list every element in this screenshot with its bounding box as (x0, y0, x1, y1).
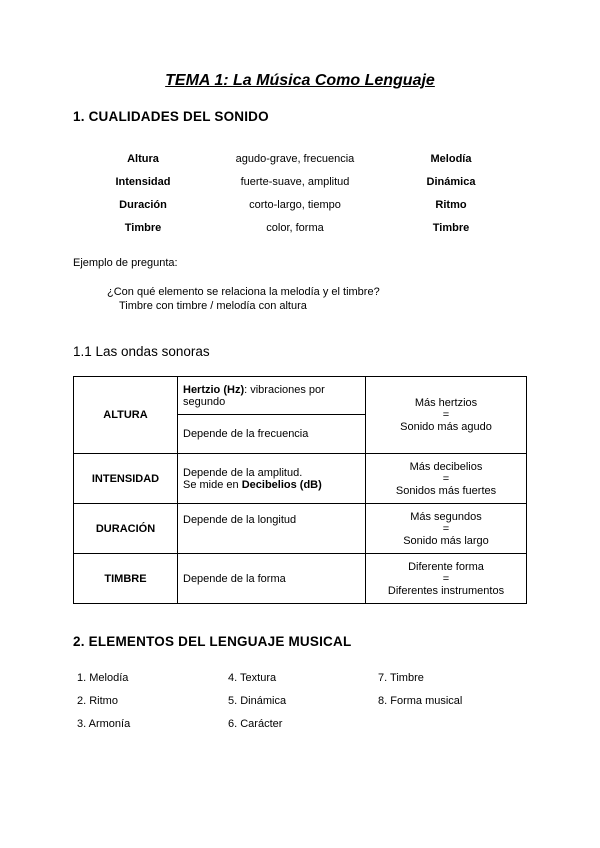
result-line: Más hertzios (414, 397, 478, 409)
result-line: Diferentes instrumentos (387, 584, 505, 597)
result-line: Diferente forma (408, 560, 484, 573)
quality-description: color, forma (266, 222, 324, 234)
sound-waves-table (73, 376, 527, 604)
row-description: Depende de la frecuencia (178, 415, 366, 454)
list-item: 3. Armonía (77, 718, 131, 730)
quality-element: Dinámica (426, 176, 476, 188)
description-prefix: Se mide en (183, 478, 242, 491)
row-label: INTENSIDAD (74, 454, 178, 504)
list-item: 6. Carácter (228, 718, 283, 730)
table-row (74, 554, 527, 604)
row-result (366, 454, 527, 504)
row-description: Depende de la forma (178, 554, 366, 604)
example-label: Ejemplo de pregunta: (73, 257, 178, 269)
quality-row (0, 199, 600, 215)
quality-description: corto-largo, tiempo (249, 199, 341, 211)
list-item: 5. Dinámica (228, 695, 287, 707)
row-label: ALTURA (74, 377, 178, 454)
quality-element: Ritmo (435, 199, 467, 211)
result-line: Sonido más agudo (400, 421, 492, 433)
list-item: 4. Textura (228, 672, 277, 684)
row-description (178, 377, 366, 415)
result-line: Sonidos más fuertes (395, 484, 497, 497)
result-line: Sonido más largo (403, 534, 489, 547)
row-result (366, 377, 527, 454)
quality-name: Altura (127, 153, 159, 165)
table-row (74, 504, 527, 554)
section-2-heading: 2. ELEMENTOS DEL LENGUAJE MUSICAL (73, 634, 352, 649)
example-answer: Timbre con timbre / melodía con altura (119, 300, 307, 312)
quality-element: Timbre (432, 222, 470, 234)
quality-description: fuerte-suave, amplitud (240, 176, 350, 188)
quality-name: Duración (119, 199, 167, 211)
row-description (178, 454, 366, 504)
example-question: ¿Con qué elemento se relaciona la melodía y el timbre? (107, 286, 380, 298)
list-item: 1. Melodía (77, 672, 129, 684)
list-item: 8. Forma musical (378, 695, 463, 707)
description-line (183, 479, 360, 491)
quality-name: Timbre (124, 222, 162, 234)
hertzio-term: Hertzio (Hz) (183, 383, 245, 396)
hertzio-definition: : vibraciones por segundo (183, 383, 325, 408)
result-equals: = (442, 472, 450, 485)
section-1-heading: 1. CUALIDADES DEL SONIDO (73, 109, 269, 124)
result-equals: = (442, 409, 450, 421)
quality-name: Intensidad (115, 176, 171, 188)
result-equals: = (442, 572, 450, 585)
list-item: 7. Timbre (378, 672, 424, 684)
section-1-1-heading: 1.1 Las ondas sonoras (73, 344, 210, 359)
quality-row (0, 176, 600, 192)
quality-description: agudo-grave, frecuencia (235, 153, 355, 165)
list-item: 2. Ritmo (77, 695, 118, 707)
table-row (74, 377, 527, 415)
decibel-term: Decibelios (dB) (241, 478, 322, 491)
result-line: Más decibelios (409, 460, 483, 473)
description-line: Depende de la amplitud. (183, 466, 303, 479)
result-equals: = (442, 522, 450, 535)
row-result (366, 504, 527, 554)
table-row (74, 454, 527, 504)
row-description: Depende de la longitud (178, 504, 366, 554)
row-label: TIMBRE (74, 554, 178, 604)
quality-element: Melodía (430, 153, 472, 165)
result-line: Más segundos (410, 510, 482, 523)
row-result (366, 554, 527, 604)
row-label: DURACIÓN (74, 504, 178, 554)
quality-row (0, 153, 600, 169)
quality-row (0, 222, 600, 238)
document-title: TEMA 1: La Música Como Lenguaje (165, 72, 435, 89)
